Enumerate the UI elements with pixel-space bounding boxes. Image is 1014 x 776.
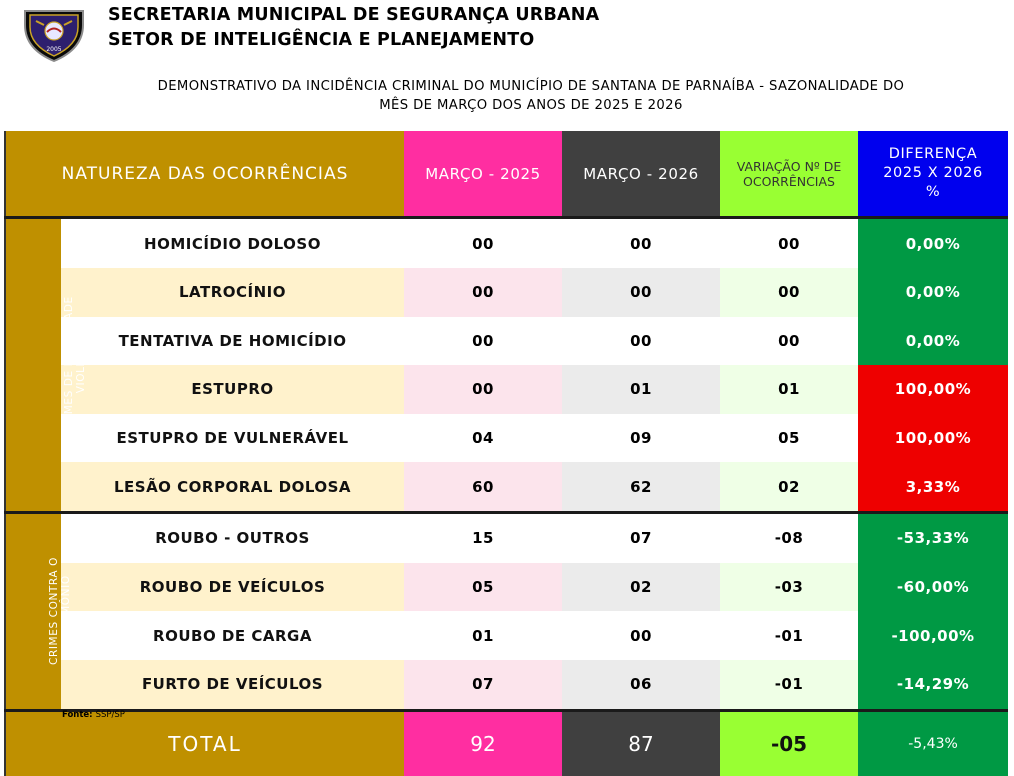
- source-value: SSP/SP: [95, 710, 125, 720]
- group-label-lethal-line-2: VIOLENTA: [74, 336, 87, 393]
- group-label-property-line-2: PATRIMÔNIO: [59, 575, 72, 647]
- value-variation: -01: [720, 660, 858, 710]
- value-march-2025: 60: [404, 462, 562, 512]
- value-march-2025: 01: [404, 611, 562, 660]
- table-header-row: [5, 131, 1008, 218]
- column-header-difference-line-1: DIFERENÇA: [888, 146, 978, 163]
- report-subtitle: [55, 77, 1007, 115]
- column-header-difference: [858, 131, 1008, 218]
- table-row: [5, 218, 1008, 268]
- value-march-2026: 06: [562, 660, 720, 710]
- value-difference-percent: 3,33%: [858, 462, 1008, 512]
- value-difference-percent: 100,00%: [858, 414, 1008, 463]
- column-header-variation: [720, 131, 858, 218]
- value-variation: 00: [720, 218, 858, 268]
- svg-text:2005: 2005: [46, 46, 62, 53]
- value-difference-percent: 0,00%: [858, 268, 1008, 317]
- value-difference-percent: -14,29%: [858, 660, 1008, 710]
- total-variation: -05: [720, 710, 858, 776]
- value-variation: 02: [720, 462, 858, 512]
- table-row: [5, 414, 1008, 463]
- value-march-2026: 01: [562, 365, 720, 414]
- value-difference-percent: 100,00%: [858, 365, 1008, 414]
- total-march-2026: 87: [562, 710, 720, 776]
- table-row: [5, 563, 1008, 612]
- value-variation: 00: [720, 317, 858, 366]
- group-label-property-line-1: CRIMES CONTRA O: [47, 556, 60, 665]
- group-label-lethal-line-1: CRIMES DE LETALIDADE: [62, 295, 75, 434]
- crime-name: ROUBO DE VEÍCULOS: [61, 563, 404, 612]
- value-difference-percent: 0,00%: [858, 317, 1008, 366]
- crime-name: ESTUPRO DE VULNERÁVEL: [61, 414, 404, 463]
- value-variation: -08: [720, 513, 858, 563]
- header-secretaria: SECRETARIA MUNICIPAL DE SEGURANÇA URBANA: [108, 5, 600, 25]
- table-row: [5, 462, 1008, 512]
- header-setor: SETOR DE INTELIGÊNCIA E PLANEJAMENTO: [108, 30, 535, 50]
- source-note: [62, 710, 125, 720]
- table-row: [5, 268, 1008, 317]
- value-march-2025: 00: [404, 317, 562, 366]
- subtitle-line-2: MÊS DE MARÇO DOS ANOS DE 2025 E 2026: [379, 98, 683, 113]
- value-variation: 00: [720, 268, 858, 317]
- value-difference-percent: -100,00%: [858, 611, 1008, 660]
- value-march-2025: 04: [404, 414, 562, 463]
- value-difference-percent: -60,00%: [858, 563, 1008, 612]
- subtitle-line-1: DEMONSTRATIVO DA INCIDÊNCIA CRIMINAL DO MUNICÍPIO DE SANTANA DE PARNAÍBA - SAZONALIDADE DO: [157, 79, 905, 94]
- total-row: [5, 710, 1008, 776]
- value-difference-percent: -53,33%: [858, 513, 1008, 563]
- crime-name: ROUBO - OUTROS: [61, 513, 404, 563]
- crime-name: FURTO DE VEÍCULOS: [61, 660, 404, 710]
- column-header-variation-line-2: OCORRÊNCIAS: [743, 173, 835, 189]
- value-march-2026: 02: [562, 563, 720, 612]
- group-label-lethal-crimes: [5, 218, 87, 513]
- value-march-2025: 05: [404, 563, 562, 612]
- column-header-march-2026: MARÇO - 2026: [562, 131, 720, 218]
- value-variation: -03: [720, 563, 858, 612]
- value-march-2026: 00: [562, 268, 720, 317]
- crime-name: HOMICÍDIO DOLOSO: [61, 218, 404, 268]
- value-march-2026: 09: [562, 414, 720, 463]
- source-label: Fonte:: [62, 710, 93, 720]
- value-march-2026: 00: [562, 218, 720, 268]
- table-row: [5, 611, 1008, 660]
- crime-name: ESTUPRO: [61, 365, 404, 414]
- value-march-2025: 00: [404, 268, 562, 317]
- value-march-2025: 15: [404, 513, 562, 563]
- column-header-nature: NATUREZA DAS OCORRÊNCIAS: [5, 131, 404, 218]
- value-march-2026: 00: [562, 317, 720, 366]
- table-row: [5, 660, 1008, 710]
- total-label: TOTAL: [5, 710, 404, 776]
- value-march-2025: 00: [404, 365, 562, 414]
- crime-name: LATROCÍNIO: [61, 268, 404, 317]
- column-header-march-2025: MARÇO - 2025: [404, 131, 562, 218]
- value-march-2026: 07: [562, 513, 720, 563]
- column-header-difference-line-2: 2025 X 2026: [883, 165, 983, 182]
- group-label-property-crimes: [5, 513, 72, 711]
- coat-of-arms-logo: [22, 5, 86, 63]
- value-march-2025: 00: [404, 218, 562, 268]
- column-header-variation-line-1: VARIAÇÃO Nº DE: [736, 158, 842, 174]
- total-march-2025: 92: [404, 710, 562, 776]
- value-march-2025: 07: [404, 660, 562, 710]
- table-row: [5, 317, 1008, 366]
- table-row: [5, 365, 1008, 414]
- table-row: [5, 513, 1008, 563]
- crime-name: TENTATIVA DE HOMICÍDIO: [61, 317, 404, 366]
- value-variation: 01: [720, 365, 858, 414]
- crime-name: LESÃO CORPORAL DOLOSA: [61, 462, 404, 512]
- total-difference-percent: -5,43%: [858, 710, 1008, 776]
- column-header-difference-line-3: %: [925, 184, 941, 201]
- value-variation: -01: [720, 611, 858, 660]
- crime-name: ROUBO DE CARGA: [61, 611, 404, 660]
- value-march-2026: 62: [562, 462, 720, 512]
- value-march-2026: 00: [562, 611, 720, 660]
- value-difference-percent: 0,00%: [858, 218, 1008, 268]
- value-variation: 05: [720, 414, 858, 463]
- crime-statistics-table: [4, 131, 1008, 776]
